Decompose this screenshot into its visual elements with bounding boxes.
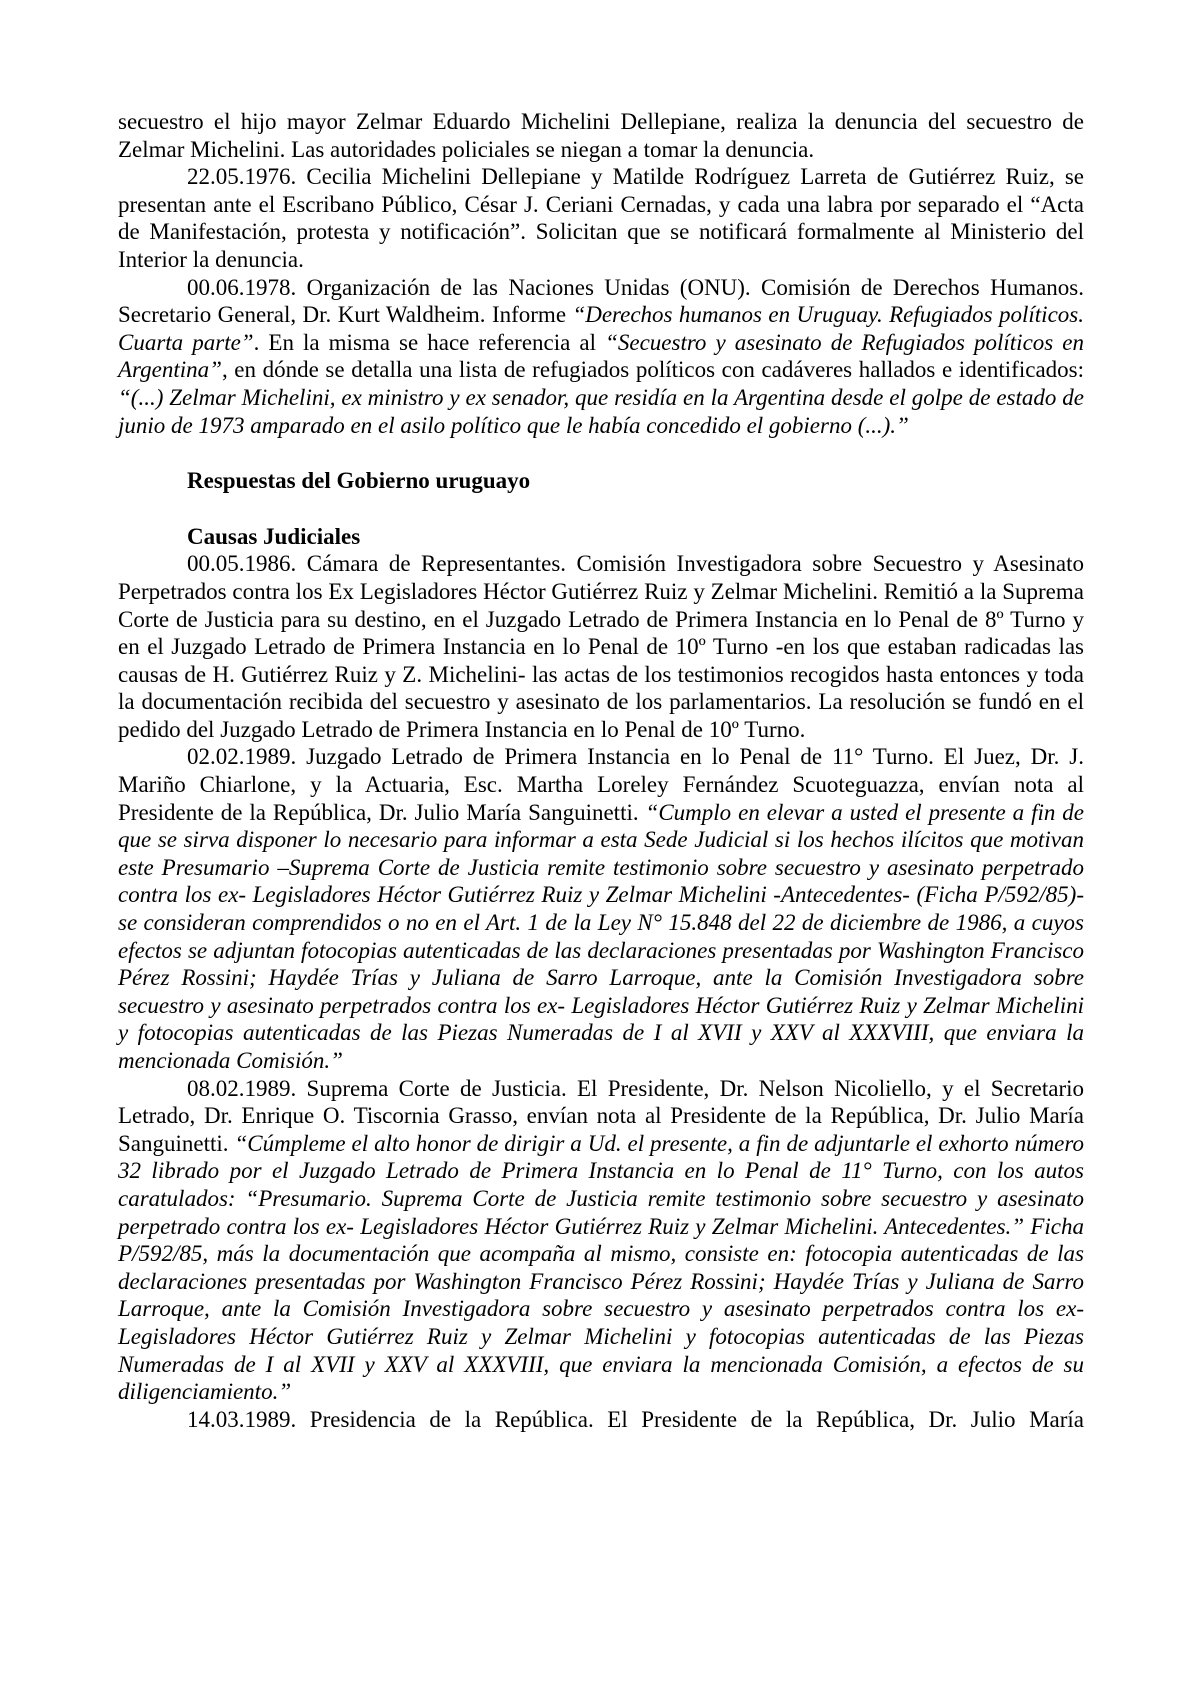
- paragraph-1989-02-02: [118, 743, 1084, 1074]
- section-heading-respuestas: Respuestas del Gobierno uruguayo: [187, 468, 531, 494]
- paragraph-1989-02-02-text: 02.02.1989. Juzgado Letrado de Primera Instancia en lo Penal de 11° Turno. El Juez, Dr. J. Mariño Chiarlone, y la Actuaria, Esc. Martha Loreley Fernández Scuoteguazza, envían nota al Presidente de la República, Dr. Julio María Sanguinetti.: [118, 744, 1084, 825]
- paragraph-1978-text-a: 00.06.1978. Organización de las Naciones Unidas (ONU). Comisión de Derechos Humanos. Secretario General, Dr. Kurt Waldheim. Informe: [118, 274, 1084, 328]
- paragraph-1989-02-08: [118, 1075, 1084, 1406]
- paragraph-1978-text-c: , en dónde se detalla una lista de refugiados políticos con cadáveres hallados e identificados:: [221, 357, 1084, 383]
- document-page: [118, 108, 1084, 1433]
- paragraph-continuation: secuestro el hijo mayor Zelmar Eduardo Michelini Dellepiane, realiza la denuncia del secuestro de Zelmar Michelini. Las autoridades policiales se niegan a tomar la denuncia.: [118, 109, 1084, 162]
- paragraph-1978: [118, 274, 1084, 440]
- paragraph-1989-02-08-quote: “Cúmpleme el alto honor de dirigir a Ud. el presente, a fin de adjuntarle el exhorto número 32 librado por el Juzgado Letrado de Primera Instancia en lo Penal de 11° Turno, con los autos caratulados: “Presumario. Suprema Corte de Justicia remite testimonio sobre secuestro y asesinato perpetrado contra los ex- Legisladores Héctor Gutiérrez Ruiz y Zelmar Michelini. Antecedentes.” Ficha P/592/85, más la documentación que acompaña al mismo, consiste en: fotocopia autenticadas de las declaraciones presentadas por Washington Francisco Pérez Rossini; Haydée Trías y Juliana de Sarro Larroque, ante la Comisión Investigadora sobre secuestro y asesinato perpetrados contra los ex- Legisladores Héctor Gutiérrez Ruiz y Zelmar Michelini y fotocopias autenticadas de las Piezas Numeradas de I al XVII y XXV al XXXVIII, que enviara la mencionada Comisión, a efectos de su diligenciamiento.”: [118, 1130, 1084, 1405]
- section-heading-causas: Causas Judiciales: [187, 523, 361, 549]
- paragraph-1989-03-14: 14.03.1989. Presidencia de la República. El Presidente de la República, Dr. Julio María: [187, 1406, 1084, 1432]
- paragraph-1976: 22.05.1976. Cecilia Michelini Dellepiane y Matilde Rodríguez Larreta de Gutiérrez Ruiz, se presentan ante el Escribano Público, César J. Ceriani Cernadas, y cada una labra por separado el “Acta de Manifestación, protesta y notificación”. Solicitan que se notificará formalmente al Ministerio del Interior la denuncia.: [118, 164, 1084, 272]
- paragraph-1978-text-b: . En la misma se hace referencia al: [253, 329, 606, 355]
- paragraph-1978-quote-a: “Derechos humanos en Uruguay. Refugiados políticos. Cuarta parte”: [118, 302, 1084, 355]
- spacer: [118, 495, 1084, 523]
- paragraph-1986: 00.05.1986. Cámara de Representantes. Comisión Investigadora sobre Secuestro y Asesinato Perpetrados contra los Ex Legisladores Héctor Gutiérrez Ruiz y Zelmar Michelini. Remitió a la Suprema Corte de Justicia para su destino, en el Juzgado Letrado de Primera Instancia en lo Penal de 8º Turno y en el Juzgado Letrado de Primera Instancia en lo Penal de 10º Turno -en los que estaban radicadas las causas de H. Gutiérrez Ruiz y Z. Michelini- las actas de los testimonios recogidos hasta entonces y toda la documentación recibida del secuestro y asesinato de los parlamentarios. La resolución se fundó en el pedido del Juzgado Letrado de Primera Instancia en lo Penal de 10º Turno.: [118, 551, 1084, 742]
- paragraph-1989-02-02-quote: “Cumplo en elevar a usted el presente a fin de que se sirva disponer lo necesario para informar a esta Sede Judicial si los hechos ilícitos que motivan este Presumario –Suprema Corte de Justicia remite testimonio sobre secuestro y asesinato perpetrado contra los ex- Legisladores Héctor Gutiérrez Ruiz y Zelmar Michelini -Antecedentes- (Ficha P/592/85)- se consideran comprendidos o no en el Art. 1 de la Ley N° 15.848 del 22 de diciembre de 1986, a cuyos efectos se adjuntan fotocopias autenticadas de las declaraciones presentadas por Washington Francisco Pérez Rossini; Haydée Trías y Juliana de Sarro Larroque, ante la Comisión Investigadora sobre secuestro y asesinato perpetrados contra los ex- Legisladores Héctor Gutiérrez Ruiz y Zelmar Michelini y fotocopias autenticadas de las Piezas Numeradas de I al XVII y XXV al XXXVIII, que enviara la mencionada Comisión.”: [118, 799, 1084, 1073]
- paragraph-1978-quote-b: “Secuestro y asesinato de Refugiados políticos en Argentina”: [118, 329, 1084, 383]
- paragraph-1978-quote-c: “(...) Zelmar Michelini, ex ministro y ex senador, que residía en la Argentina desde el golpe de estado de junio de 1973 amparado en el asilo político que le había concedido el gobierno (...).”: [118, 384, 1084, 438]
- spacer: [118, 439, 1084, 467]
- paragraph-1989-02-08-text: 08.02.1989. Suprema Corte de Justicia. El Presidente, Dr. Nelson Nicoliello, y el Secretario Letrado, Dr. Enrique O. Tiscornia Grasso, envían nota al Presidente de la República, Dr. Julio María Sanguinetti.: [118, 1075, 1084, 1156]
